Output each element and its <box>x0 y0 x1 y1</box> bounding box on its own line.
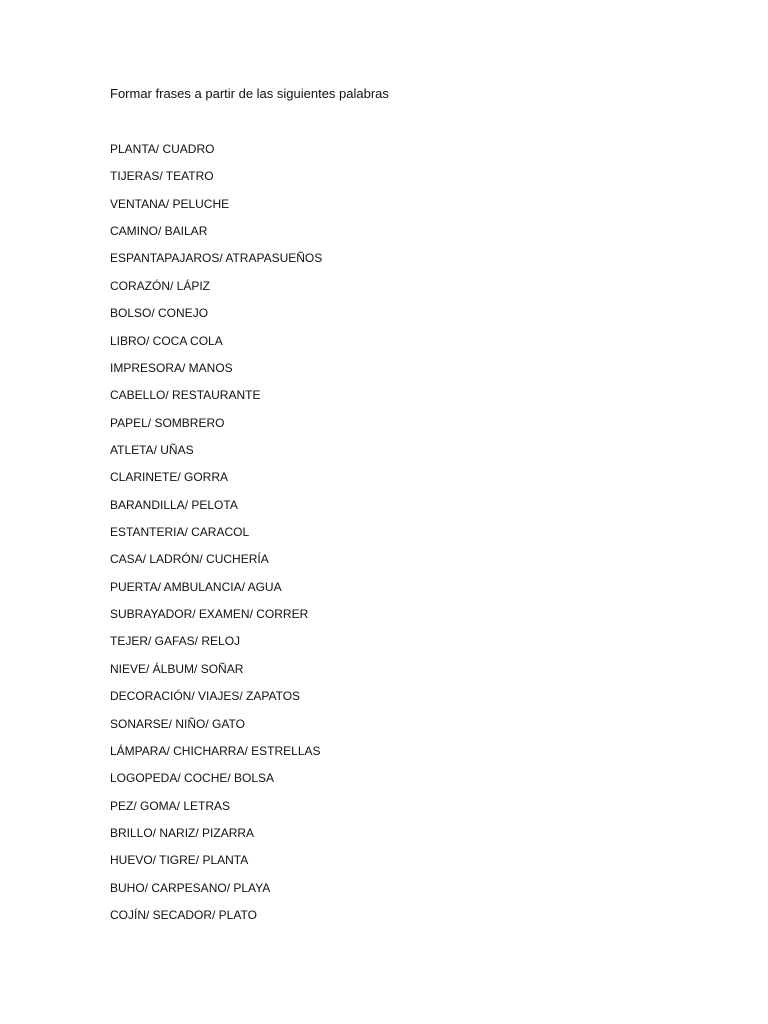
list-item: LOGOPEDA/ COCHE/ BOLSA <box>110 771 275 786</box>
list-item: LÁMPARA/ CHICHARRA/ ESTRELLAS <box>110 743 321 758</box>
list-item: CASA/ LADRÓN/ CUCHERÍA <box>110 552 269 567</box>
list-item: PLANTA/ CUADRO <box>110 142 215 156</box>
list-item: HUEVO/ TIGRE/ PLANTA <box>110 853 249 868</box>
list-item: CORAZÓN/ LÁPIZ <box>110 278 211 293</box>
list-item: BRILLO/ NARIZ/ PIZARRA <box>110 825 255 840</box>
list-item: COJÍN/ SECADOR/ PLATO <box>110 908 257 923</box>
list-item: VENTANA/ PELUCHE <box>110 196 230 211</box>
list-item: TIJERAS/ TEATRO <box>110 169 214 184</box>
list-item: CAMINO/ BAILAR <box>110 224 208 239</box>
list-item: ATLETA/ UÑAS <box>110 442 194 457</box>
list-item: IMPRESORA/ MANOS <box>110 360 233 375</box>
list-item: NIEVE/ ÁLBUM/ SOÑAR <box>110 661 244 676</box>
list-item: DECORACIÓN/ VIAJES/ ZAPATOS <box>110 689 301 704</box>
list-item: PEZ/ GOMA/ LETRAS <box>110 798 231 813</box>
page-title: Formar frases a partir de las siguientes palabras <box>110 86 389 101</box>
list-item: CLARINETE/ GORRA <box>110 470 229 485</box>
word-pair-list <box>110 141 322 934</box>
list-item: TEJER/ GAFAS/ RELOJ <box>110 634 241 649</box>
list-item: PUERTA/ AMBULANCIA/ AGUA <box>110 579 282 594</box>
list-item: LIBRO/ COCA COLA <box>110 333 223 348</box>
list-item: CABELLO/ RESTAURANTE <box>110 388 261 403</box>
list-item: BUHO/ CARPESANO/ PLAYA <box>110 880 271 895</box>
list-item: ESPANTAPAJAROS/ ATRAPASUEÑOS <box>110 251 323 266</box>
list-item: PAPEL/ SOMBRERO <box>110 415 225 430</box>
list-item: BOLSO/ CONEJO <box>110 306 209 321</box>
list-item: SONARSE/ NIÑO/ GATO <box>110 716 245 731</box>
list-item: SUBRAYADOR/ EXAMEN/ CORRER <box>110 607 309 622</box>
list-item: BARANDILLA/ PELOTA <box>110 497 238 512</box>
list-item: ESTANTERIA/ CARACOL <box>110 525 250 540</box>
